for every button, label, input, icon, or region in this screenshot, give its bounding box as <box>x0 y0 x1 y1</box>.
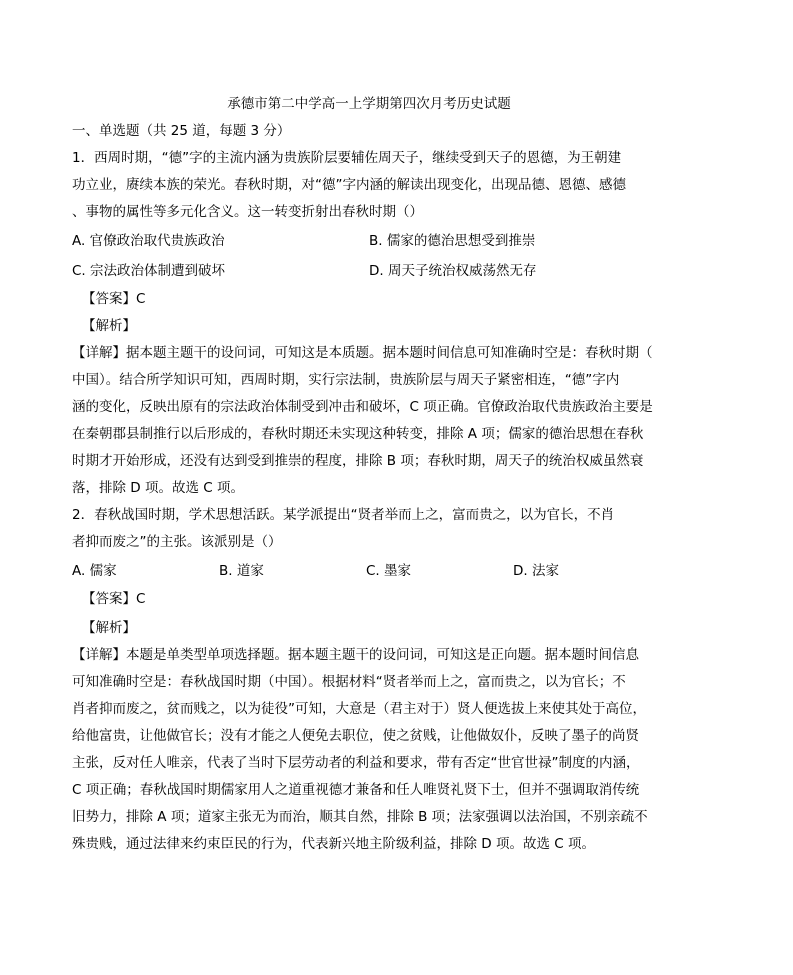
detail-line: 【详解】据本题主题干的设问词，可知这是本质题。据本题时间信息可知准确时空是：春秋时期（ <box>72 345 653 361</box>
option-c: C. 宗法政治体制遭到破坏 <box>72 263 226 279</box>
analysis-label: 【解析】 <box>82 620 136 636</box>
detail-line: 落，排除 D 项。故选 C 项。 <box>72 480 244 496</box>
detail-line: 在秦朝郡县制推行以后形成的，春秋时期还未实现这种转变，排除 A 项；儒家的德治思想在春秋 <box>72 426 644 442</box>
detail-line: 给他富贵，让他做官长；没有才能之人便免去职位，使之贫贱，让他做奴仆，反映了墨子的尚贤 <box>72 728 639 744</box>
detail-line: 可知准确时空是：春秋战国时期（中国）。根据材料“贤者举而上之，富而贵之，以为官长；不 <box>72 674 626 690</box>
question-stem-line: 功立业，赓续本族的荣光。春秋时期，对“德”字内涵的解读出现变化，出现品德、恩德、感德 <box>72 177 626 193</box>
detail-line: 主张，反对任人唯亲，代表了当时下层劳动者的利益和要求，带有否定“世官世禄”制度的内涵， <box>72 755 640 771</box>
detail-line: 中国）。结合所学知识可知，西周时期，实行宗法制，贵族阶层与周天子紧密相连，“德”字内 <box>72 372 620 388</box>
options-row <box>72 556 666 586</box>
question-stem-line: 者抑而废之”的主张。该派别是（） <box>72 534 282 550</box>
option-a: A. 儒家 <box>72 563 117 579</box>
option-c: C. 墨家 <box>366 563 412 579</box>
detail-line: 时期才开始形成，还没有达到受到推崇的程度，排除 B 项；春秋时期，周天子的统治权威虽然衰 <box>72 453 644 469</box>
option-d: D. 周天子统治权威荡然无存 <box>369 263 537 279</box>
answer-label: 【答案】C <box>82 291 146 307</box>
section-heading: 一、单选题（共 25 道，每题 3 分） <box>72 123 291 139</box>
options-row <box>72 256 666 286</box>
option-a: A. 官僚政治取代贵族政治 <box>72 233 225 249</box>
detail-line: 涵的变化，反映出原有的宗法政治体制受到冲击和破坏，C 项正确。官僚政治取代贵族政治主要是 <box>72 399 653 415</box>
question-stem-line: 、事物的属性等多元化含义。这一转变折射出春秋时期（） <box>72 204 423 220</box>
detail-line: 【详解】本题是单类型单项选择题。据本题主题干的设问词，可知这是正向题。据本题时间信息 <box>72 647 639 663</box>
document-page <box>72 94 666 858</box>
detail-line: 肖者抑而废之，贫而贱之，以为徒役”可知，大意是（君主对于）贤人便选拔上来使其处于高位， <box>72 701 646 717</box>
question-stem-line: 1．西周时期，“德”字的主流内涵为贵族阶层要辅佐周天子，继续受到天子的恩德，为王朝建 <box>72 150 622 166</box>
option-b: B. 道家 <box>219 563 264 579</box>
detail-line: C 项正确；春秋战国时期儒家用人之道重视德才兼备和任人唯贤礼贤下士，但并不强调取消传统 <box>72 782 640 798</box>
answer-label: 【答案】C <box>82 591 146 607</box>
options-row <box>72 226 666 256</box>
question-2 <box>72 502 666 858</box>
question-1 <box>72 145 666 502</box>
option-d: D. 法家 <box>513 563 559 579</box>
document-title: 承德市第二中学高一上学期第四次月考历史试题 <box>227 96 511 112</box>
detail-line: 殊贵贱，通过法律来约束臣民的行为，代表新兴地主阶级利益，排除 D 项。故选 C 项。 <box>72 836 595 852</box>
question-stem-line: 2．春秋战国时期，学术思想活跃。某学派提出“贤者举而上之，富而贵之，以为官长，不肖 <box>72 507 615 523</box>
option-b: B. 儒家的德治思想受到推崇 <box>369 233 536 249</box>
detail-line: 旧势力，排除 A 项；道家主张无为而治，顺其自然，排除 B 项；法家强调以法治国，不别亲疏不 <box>72 809 648 825</box>
analysis-label: 【解析】 <box>82 318 136 334</box>
